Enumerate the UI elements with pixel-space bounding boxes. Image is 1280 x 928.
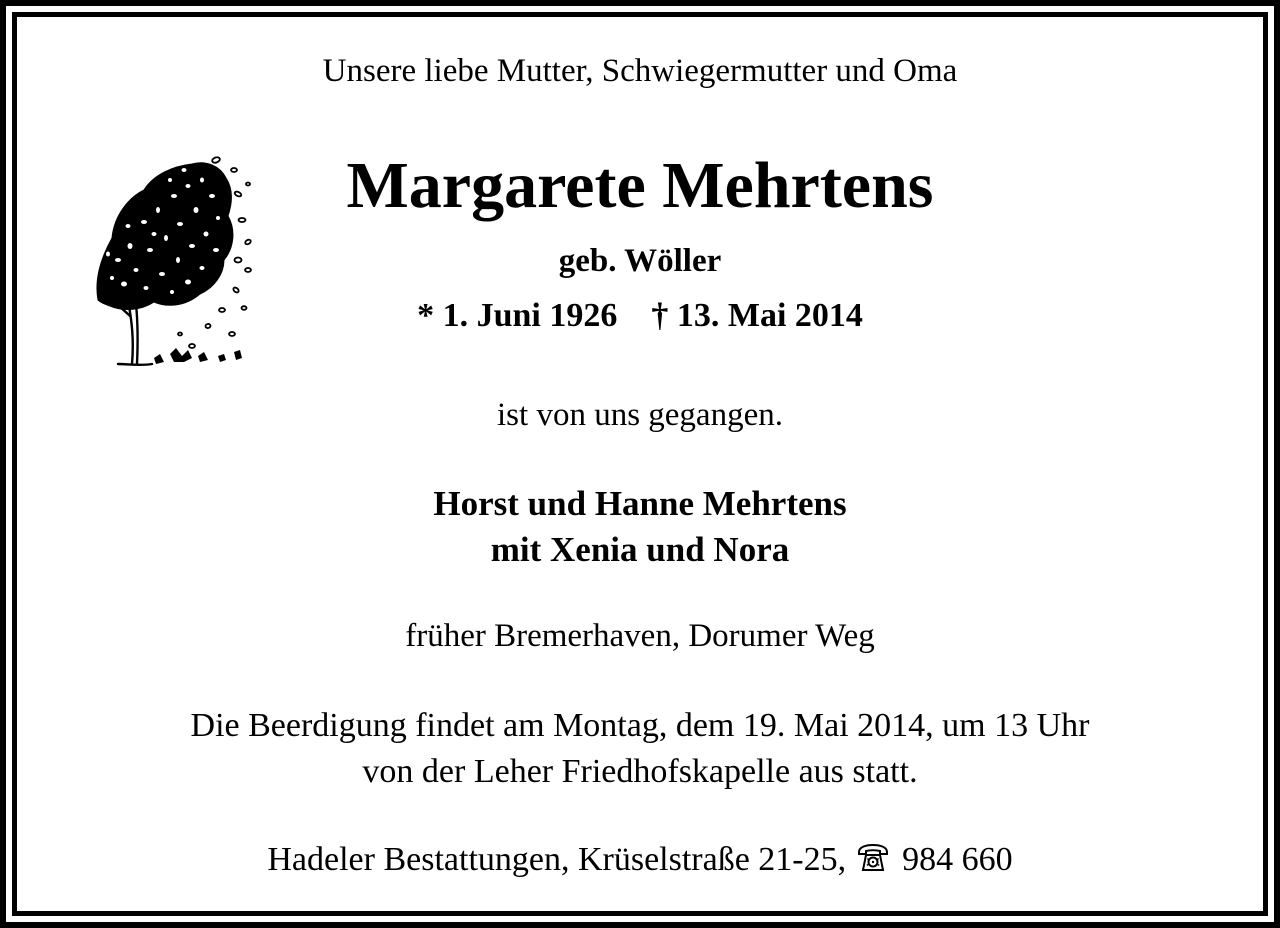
undertaker-name: Hadeler Bestattungen, Krüselstraße 21-25, [267,841,847,878]
birth-date: * 1. Juni 1926 [417,297,618,334]
family-line-2: mit Xenia und Nora [490,530,790,569]
passed-away-line: ist von uns gegangen. [497,397,783,433]
birth-name: geb. Wöller [558,243,722,279]
death-date: † 13. Mai 2014 [651,297,863,334]
telephone-icon [856,843,890,873]
funeral-line-1: Die Beerdigung findet am Montag, dem 19. Mai 2014, um 13 Uhr [190,707,1090,744]
undertaker-line [0,843,1280,877]
intro-line: Unsere liebe Mutter, Schwiegermutter und Oma [322,53,958,89]
life-dates [0,299,1280,333]
phone-number: 984 660 [902,841,1013,878]
family-line-1: Horst und Hanne Mehrtens [433,484,847,523]
funeral-line-2: von der Leher Friedhofskapelle aus statt. [362,753,918,790]
deceased-name: Margarete Mehrtens [346,149,934,222]
former-address: früher Bremerhaven, Dorumer Weg [405,618,875,654]
